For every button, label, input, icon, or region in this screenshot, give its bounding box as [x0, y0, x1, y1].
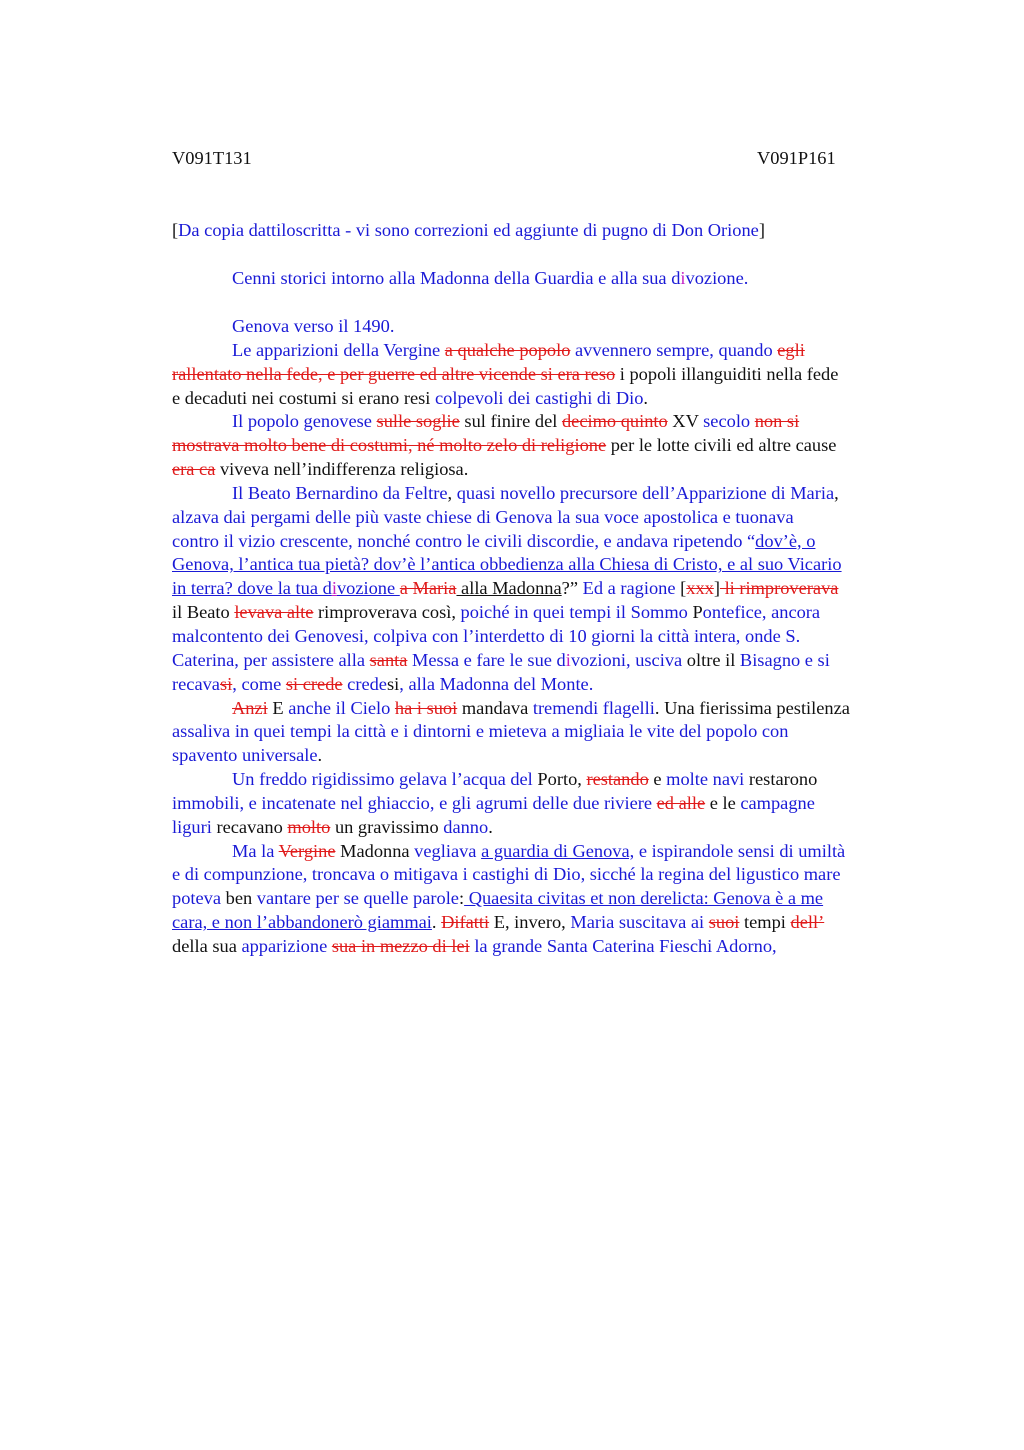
- typed-text: viveva nell’indifferenza religiosa.: [215, 459, 469, 480]
- document-code-right: V091P161: [757, 148, 836, 168]
- text-line: [172, 744, 932, 768]
- added-text: Il popolo genovese: [232, 411, 377, 432]
- text-line: [172, 792, 932, 816]
- deleted-text: a qualche popolo: [444, 339, 571, 360]
- added-text: ontefice, ancora: [702, 602, 821, 623]
- text-line: [172, 673, 932, 697]
- deleted-text: Anzi: [232, 697, 268, 718]
- title-letter-correction: i: [680, 268, 686, 288]
- typed-text: il Beato: [172, 602, 235, 623]
- typed-text: recavano: [216, 816, 288, 837]
- note-close-bracket: ]: [758, 220, 765, 240]
- typed-text: per le lotte civili ed altre cause: [606, 435, 837, 456]
- typed-text: della sua: [172, 935, 242, 956]
- text-line: [172, 649, 932, 673]
- added-text: secolo: [703, 411, 755, 432]
- deleted-text: si: [219, 673, 233, 694]
- typed-text: rimproverava così,: [313, 602, 461, 623]
- added-text: apparizione: [241, 935, 332, 956]
- deleted-text: Vergine: [278, 840, 336, 861]
- added-text: anche il Cielo: [288, 697, 395, 718]
- deleted-text: Difatti: [441, 912, 490, 933]
- added-text: e di compunzione, troncava o mitigava i castighi di Dio, sicché la regina del ligustico mare: [172, 864, 841, 885]
- typed-text: ,: [834, 482, 839, 503]
- typed-text: ]: [713, 578, 720, 599]
- text-line: [172, 387, 932, 411]
- typed-text: .: [488, 816, 493, 837]
- note-text: Da copia dattiloscritta - vi sono correzioni ed aggiunte di pugno di Don Orione: [178, 220, 759, 240]
- deleted-text: xxx: [686, 578, 714, 599]
- text-line: [172, 935, 932, 959]
- added-text: avvennero sempre, quando: [570, 339, 778, 360]
- added-text: Un freddo rigidissimo gelava l’acqua del: [232, 769, 538, 790]
- added-text: vantare per se quelle parole: [256, 888, 459, 909]
- deleted-text: suoi: [708, 912, 740, 933]
- deleted-text: a Maria: [399, 578, 457, 599]
- deleted-text: mostrava molto bene di costumi, né molto zelo di religione: [172, 435, 607, 456]
- underlined-added-text: a guardia di Genova,: [481, 840, 635, 861]
- typed-text: Madonna: [335, 840, 415, 861]
- typed-text: sul finire del: [459, 411, 562, 432]
- deleted-text: ed alle: [656, 792, 706, 813]
- note-open-bracket: [: [172, 220, 179, 240]
- underlined-letter-correction: i: [331, 578, 337, 599]
- text-line: [172, 315, 932, 339]
- text-line: [172, 863, 932, 887]
- text-line: [172, 434, 932, 458]
- typed-text: restarono: [748, 769, 818, 790]
- deleted-text: restando: [586, 769, 649, 790]
- typed-text: Porto,: [537, 769, 587, 790]
- typed-text: E: [267, 697, 289, 718]
- added-text: Il Beato Bernardino da Feltre: [232, 482, 448, 503]
- typed-text: ,: [447, 482, 457, 503]
- typed-text: ben: [225, 888, 257, 909]
- added-text: contro il vizio crescente, nonché contro le civili discordie, e andava ripetendo “: [172, 530, 756, 551]
- typed-text: i popoli illanguiditi nella fede: [615, 363, 839, 384]
- text-line: [172, 458, 932, 482]
- deleted-text: egli: [777, 339, 805, 360]
- document-title: [232, 267, 748, 289]
- body-text: [172, 315, 932, 959]
- added-text: vozioni, usciva: [570, 649, 687, 670]
- text-line: [172, 410, 932, 434]
- typed-text: [: [680, 578, 687, 599]
- deleted-text: sulle soglie: [376, 411, 460, 432]
- text-line: [172, 339, 932, 363]
- added-text: liguri: [172, 816, 217, 837]
- added-text: immobili, e incatenate nel ghiaccio, e gli agrumi delle due riviere: [172, 792, 657, 813]
- added-text: campagne: [740, 792, 815, 813]
- deleted-text: dell’: [790, 912, 825, 933]
- title-part-b: vozione.: [685, 268, 749, 288]
- text-line: [172, 768, 932, 792]
- deleted-text: molto: [287, 816, 331, 837]
- letter-correction: i: [565, 649, 571, 670]
- underlined-added-text: vozione: [336, 578, 400, 599]
- added-text: Caterina, per assistere alla: [172, 649, 370, 670]
- added-text: Le apparizioni della Vergine: [232, 339, 445, 360]
- typed-text: . Una fierissima pestilenza: [654, 697, 850, 718]
- typed-text: e: [648, 769, 667, 790]
- typed-text: si: [386, 673, 400, 694]
- added-text: Bisagno e si: [739, 649, 830, 670]
- added-text: spavento universale: [172, 745, 318, 766]
- added-text: la grande Santa Caterina Fieschi Adorno,: [469, 935, 777, 956]
- underlined-added-text: cara, e non l’abbandonerò giammai: [172, 912, 432, 933]
- underlined-added-text: Genova, l’antica tua pietà? dov’è l’antica obbedienza alla Chiesa di Cristo, e al suo Vicario: [172, 554, 842, 575]
- text-line: [172, 697, 932, 721]
- added-text: , alla Madonna del Monte.: [399, 673, 594, 694]
- text-line: [172, 816, 932, 840]
- added-text: Messa e fare le sue d: [407, 649, 566, 670]
- added-text: poiché in quei tempi il Sommo: [460, 602, 693, 623]
- typed-text: ?”: [561, 578, 578, 599]
- deleted-text: ha i suoi: [394, 697, 458, 718]
- deleted-text: decimo quinto: [561, 411, 668, 432]
- added-text: assaliva in quei tempi la città e i dintorni e mieteva a migliaia le vite del popolo con: [172, 721, 789, 742]
- text-line: [172, 553, 932, 577]
- added-text: poteva: [172, 888, 226, 909]
- typed-text: oltre il: [686, 649, 740, 670]
- added-text: alzava dai pergami delle più vaste chiese di Genova la sua voce apostolica e tuonava: [172, 506, 794, 527]
- text-line: [172, 577, 932, 601]
- added-text: quasi novello precursore dell’Apparizione di Maria: [456, 482, 835, 503]
- typed-text: .: [643, 387, 649, 408]
- typed-text: tempi: [739, 912, 791, 933]
- added-text: recava: [172, 673, 220, 694]
- deleted-text: non si: [754, 411, 800, 432]
- text-line: [172, 840, 932, 864]
- typed-text: .: [431, 912, 442, 933]
- added-text: colpevoli dei castighi di Dio: [435, 387, 644, 408]
- title-part-a: Cenni storici intorno alla Madonna della Guardia e alla sua d: [232, 268, 681, 288]
- added-text: Ma la: [232, 840, 279, 861]
- text-line: [172, 601, 932, 625]
- typed-text: .: [317, 745, 323, 766]
- typed-text: un gravissimo: [330, 816, 444, 837]
- typed-text: :: [458, 888, 465, 909]
- text-line: [172, 720, 932, 744]
- typed-text: mandava: [457, 697, 533, 718]
- added-text: tremendi flagelli: [532, 697, 655, 718]
- typed-text: e decaduti nei costumi si erano resi: [172, 387, 436, 408]
- text-line: [172, 887, 932, 911]
- added-text: Ed a ragione: [577, 578, 681, 599]
- editorial-note: [172, 219, 932, 241]
- added-text: Maria suscitava ai: [570, 912, 709, 933]
- text-line: [172, 363, 932, 387]
- document-code-left: V091T131: [172, 148, 252, 168]
- added-text: danno: [443, 816, 489, 837]
- underlined-added-text: Quaesita civitas et non derelicta: Genova è a me: [464, 888, 824, 909]
- text-line: [172, 911, 932, 935]
- added-text: molte navi: [666, 769, 749, 790]
- deleted-text: si crede: [285, 673, 343, 694]
- added-text: Genova verso il 1490.: [232, 316, 395, 336]
- text-line: [172, 506, 932, 530]
- added-text: e ispirandole sensi di umiltà: [634, 840, 846, 861]
- typed-text: XV: [667, 411, 704, 432]
- underlined-typed-text: alla Madonna: [456, 578, 562, 599]
- added-text: vegliava: [414, 840, 482, 861]
- added-text: , come: [232, 673, 286, 694]
- deleted-text: li rimproverava: [719, 578, 839, 599]
- deleted-text: era ca: [172, 459, 216, 480]
- deleted-text: santa: [369, 649, 408, 670]
- typed-text: E, invero,: [489, 912, 571, 933]
- typed-text: e le: [705, 792, 741, 813]
- typed-text: P: [692, 602, 703, 623]
- deleted-text: sua in mezzo di lei: [331, 935, 470, 956]
- text-line: [172, 625, 932, 649]
- underlined-added-text: dov’è, o: [755, 530, 816, 551]
- text-line: [172, 530, 932, 554]
- deleted-text: rallentato nella fede, e per guerre ed altre vicende si era reso: [172, 363, 616, 384]
- underlined-added-text: in terra? dove la tua d: [172, 578, 332, 599]
- deleted-text: levava alte: [234, 602, 314, 623]
- added-text: malcontento dei Genovesi, colpiva con l’interdetto di 10 giorni la città intera, onde S.: [172, 625, 801, 646]
- added-text: crede: [342, 673, 387, 694]
- text-line: [172, 482, 932, 506]
